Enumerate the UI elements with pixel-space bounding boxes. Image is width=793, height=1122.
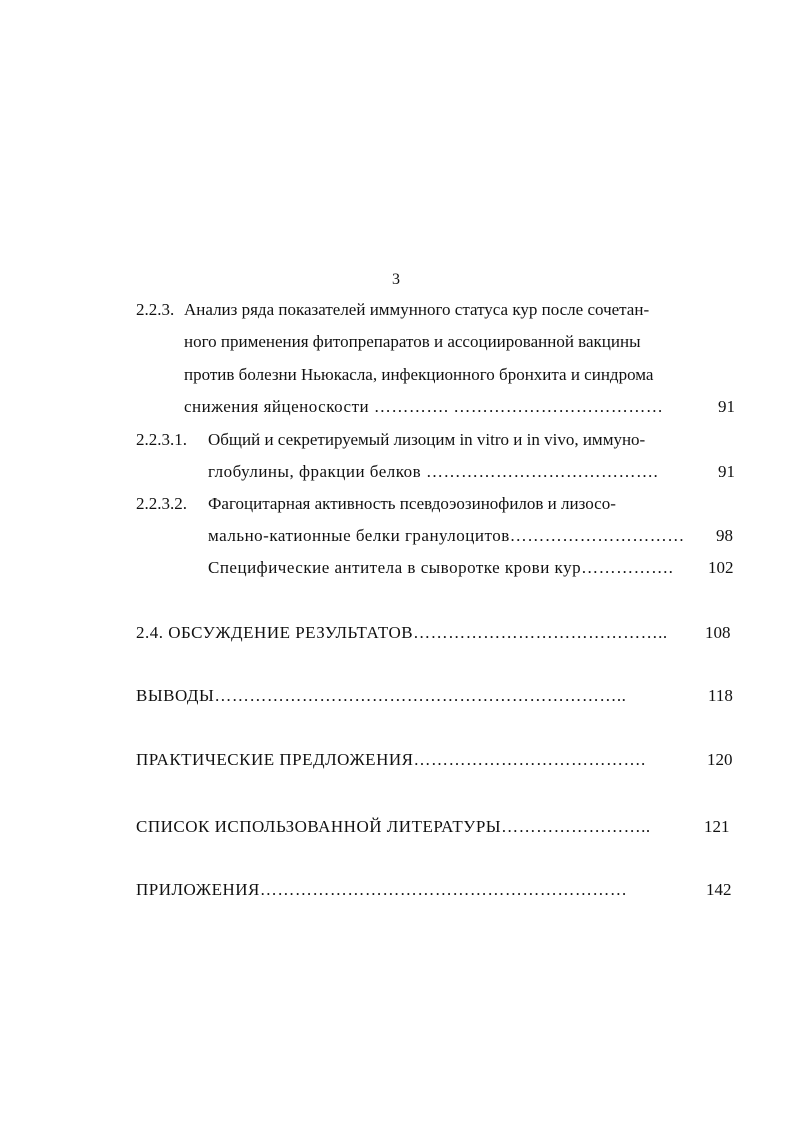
entry-line: ного применения фитопрепаратов и ассоциированной вакцины (184, 332, 641, 351)
entry-line: против болезни Ньюкасла, инфекционного бронхита и синдрома (184, 365, 654, 384)
entry-line: Общий и секретируемый лизоцим in vitro и in vivo, иммуно- (208, 430, 646, 449)
section-number: 2.2.3.2. (136, 494, 187, 513)
entry-title: ПРАКТИЧЕСКИЕ ПРЕДЛОЖЕНИЯ…………………………………. (136, 750, 646, 769)
page-ref: 102 (708, 558, 734, 577)
page-ref: 91 (718, 397, 735, 416)
page-ref: 98 (716, 526, 733, 545)
entry-title: ПРИЛОЖЕНИЯ……………………………………………………… (136, 880, 628, 899)
page-ref: 120 (707, 750, 733, 769)
page-ref: 108 (705, 623, 731, 642)
entry-line: глобулины, фракции белков …………………………………. (208, 462, 659, 481)
page-ref: 118 (708, 686, 733, 705)
page-ref: 142 (706, 880, 732, 899)
entry-line: снижения яйценоскости …………. ……………………………… (184, 397, 664, 416)
entry-line: Фагоцитарная активность псевдоэозинофилов и лизосо- (208, 494, 616, 513)
entry-line: Специфические антитела в сыворотке крови кур……………. (208, 558, 674, 577)
entry-line: Анализ ряда показателей иммунного статуса кур после сочетан- (184, 300, 650, 319)
entry-title: ВЫВОДЫ…………………………………………………………….. (136, 686, 627, 705)
page-ref: 91 (718, 462, 735, 481)
page-number: 3 (392, 271, 400, 288)
section-number: 2.2.3. (136, 300, 175, 319)
entry-line: мально-катионные белки гранулоцитов………………………… (208, 526, 685, 545)
section-number: 2.2.3.1. (136, 430, 187, 449)
entry-title: 2.4. ОБСУЖДЕНИЕ РЕЗУЛЬТАТОВ…………………………………….. (136, 623, 668, 642)
entry-title: СПИСОК ИСПОЛЬЗОВАННОЙ ЛИТЕРАТУРЫ…………………….. (136, 817, 651, 836)
page-ref: 121 (704, 817, 730, 836)
